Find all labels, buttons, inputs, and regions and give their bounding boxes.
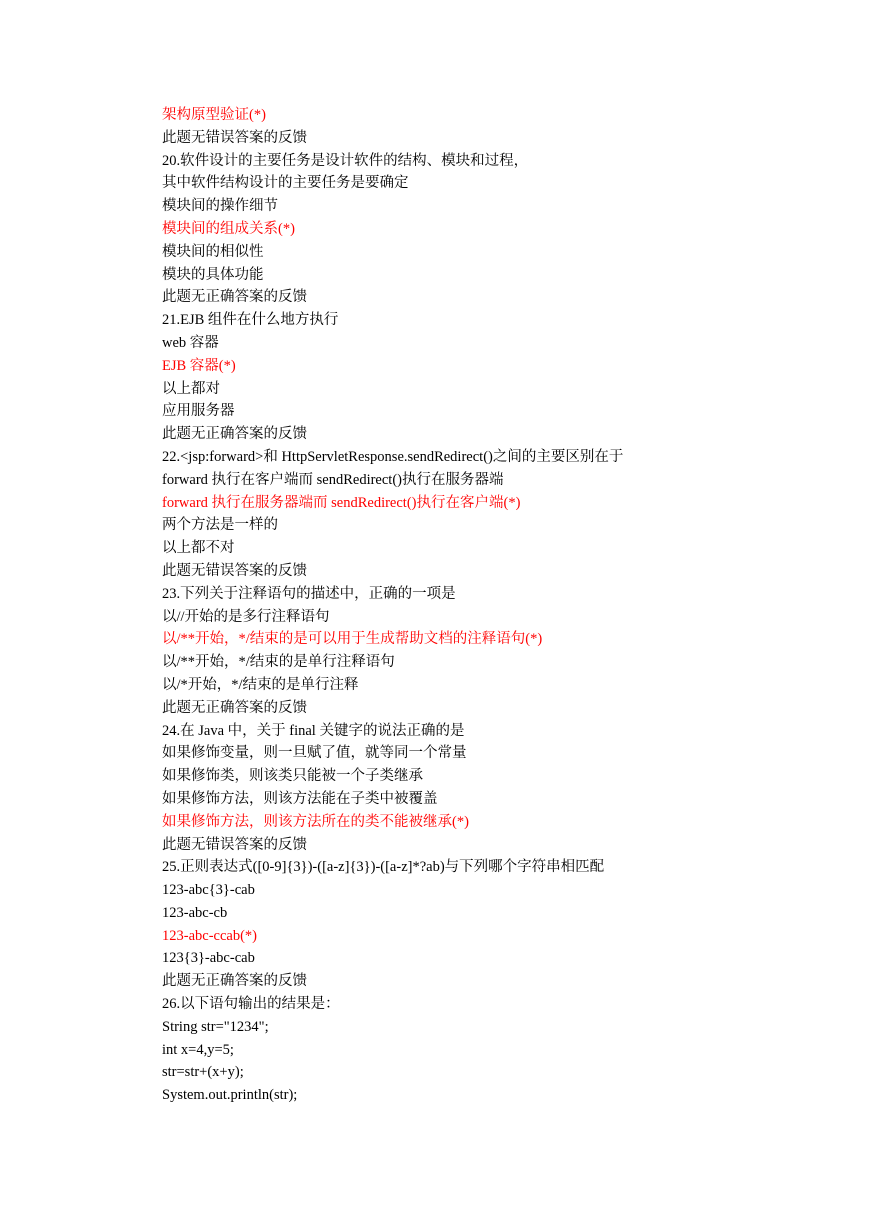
correct-answer-line: 如果修饰方法，则该方法所在的类不能被继承(*) [162, 813, 469, 830]
text-line: 模块的具体功能 [162, 266, 264, 283]
text-line: 21.EJB 组件在什么地方执行 [162, 312, 339, 329]
text-line: 26.以下语句输出的结果是： [162, 996, 340, 1013]
text-line: 此题无错误答案的反馈 [162, 562, 307, 579]
text-line: 以/**开始，*/结束的是单行注释语句 [162, 654, 395, 671]
correct-answer-line: EJB 容器(*) [162, 357, 236, 374]
text-line: 25.正则表达式([0-9]{3})-([a-z]{3})-([a-z]*?ab)与下列哪个字符串相匹配 [162, 859, 605, 876]
correct-answer-line: 123-abc-ccab(*) [162, 927, 257, 944]
text-line: System.out.println(str); [162, 1087, 298, 1104]
text-line: 应用服务器 [162, 403, 235, 420]
correct-answer-line: forward 执行在服务器端而 sendRedirect()执行在客户端(*) [162, 494, 521, 511]
text-line: 如果修饰类，则该类只能被一个子类继承 [162, 768, 423, 785]
text-line: 123-abc-cb [162, 904, 228, 921]
text-line: 123{3}-abc-cab [162, 950, 255, 967]
text-line: int x=4,y=5; [162, 1041, 234, 1058]
text-line: 22.<jsp:forward>和 HttpServletResponse.sendRedirect()之间的主要区别在于 [162, 448, 624, 465]
text-line: web 容器 [162, 334, 219, 351]
text-line: 20.软件设计的主要任务是设计软件的结构、模块和过程， [162, 152, 529, 169]
document-page [162, 104, 842, 1107]
text-line: 模块间的相似性 [162, 243, 264, 260]
text-line: 以上都不对 [162, 540, 235, 557]
text-line: 此题无正确答案的反馈 [162, 289, 307, 306]
correct-answer-line: 模块间的组成关系(*) [162, 220, 295, 237]
text-line: 其中软件结构设计的主要任务是要确定 [162, 175, 409, 192]
correct-answer-line: 以/**开始，*/结束的是可以用于生成帮助文档的注释语句(*) [162, 631, 543, 648]
text-line: 如果修饰变量，则一旦赋了值，就等同一个常量 [162, 745, 467, 762]
text-line: 24.在 Java 中，关于 final 关键字的说法正确的是 [162, 722, 465, 739]
text-line: 以/*开始，*/结束的是单行注释 [162, 676, 359, 693]
text-line: 模块间的操作细节 [162, 198, 278, 215]
text-line: 如果修饰方法，则该方法能在子类中被覆盖 [162, 790, 438, 807]
text-line: 以上都对 [162, 380, 220, 397]
text-line: 123-abc{3}-cab [162, 882, 255, 899]
correct-answer-line: 架构原型验证(*) [162, 107, 266, 123]
text-line: 此题无正确答案的反馈 [162, 426, 307, 443]
text-line: 两个方法是一样的 [162, 517, 278, 534]
text-line: 以//开始的是多行注释语句 [162, 608, 330, 625]
text-line: 23.下列关于注释语句的描述中，正确的一项是 [162, 585, 456, 602]
text-line: forward 执行在客户端而 sendRedirect()执行在服务器端 [162, 471, 504, 488]
text-line: 此题无正确答案的反馈 [162, 699, 307, 716]
text-line: 此题无错误答案的反馈 [162, 836, 307, 853]
text-line: 此题无错误答案的反馈 [162, 129, 307, 146]
text-line: str=str+(x+y); [162, 1064, 244, 1081]
text-line: 此题无正确答案的反馈 [162, 973, 307, 990]
text-line: String str="1234"; [162, 1018, 269, 1035]
